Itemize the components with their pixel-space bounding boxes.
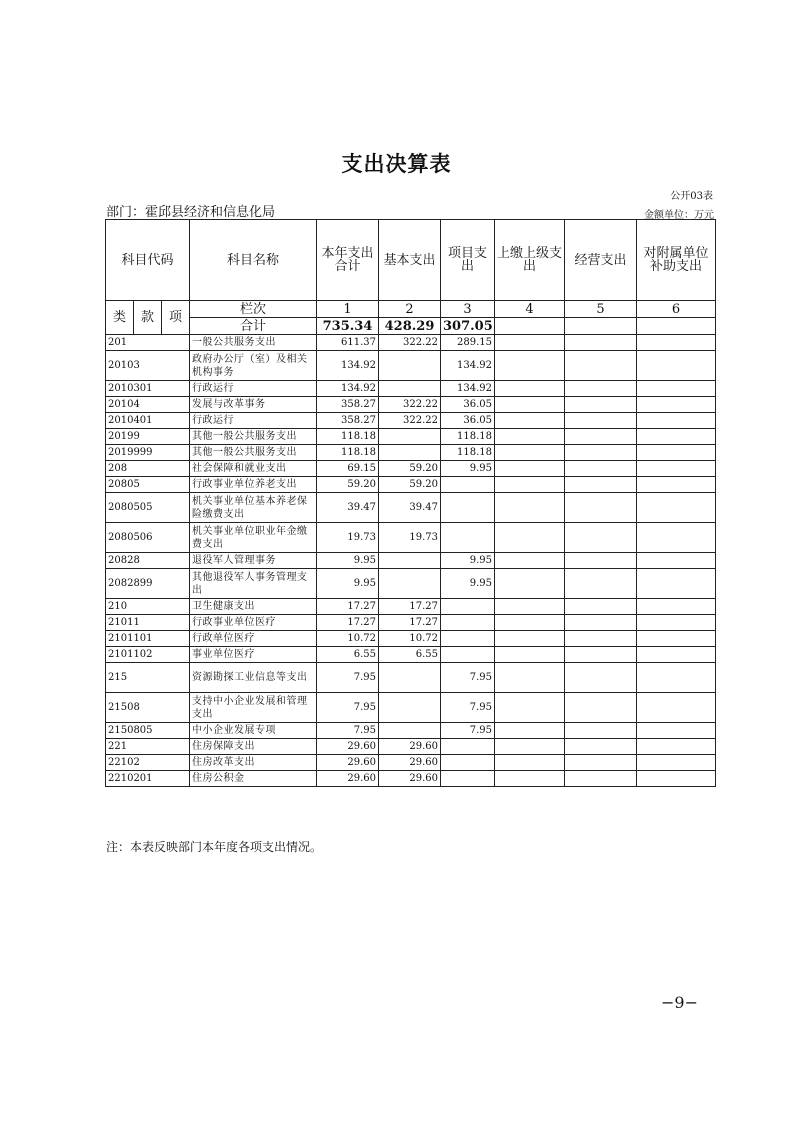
row-code: 2080506: [106, 523, 190, 553]
row-col3: [441, 771, 495, 787]
row-code: 2010301: [106, 381, 190, 397]
row-col1: 9.95: [317, 553, 379, 569]
row-col4: [495, 351, 565, 381]
row-name: 中小企业发展专项: [190, 723, 317, 739]
row-col5: [565, 351, 637, 381]
row-col5: [565, 461, 637, 477]
table-row: [106, 663, 716, 693]
row-col6: [637, 693, 716, 723]
row-code: 2150805: [106, 723, 190, 739]
header-lei: 类: [106, 301, 134, 335]
row-col2: 6.55: [379, 647, 441, 663]
row-col6: [637, 771, 716, 787]
col-index-3: 3: [441, 301, 495, 318]
row-col5: [565, 493, 637, 523]
row-col1: 134.92: [317, 381, 379, 397]
row-col4: [495, 429, 565, 445]
table-row: [106, 351, 716, 381]
row-col3: [441, 739, 495, 755]
table-row: [106, 693, 716, 723]
row-col6: [637, 429, 716, 445]
table-row: [106, 599, 716, 615]
row-col1: 9.95: [317, 569, 379, 599]
row-col6: [637, 445, 716, 461]
row-col6: [637, 739, 716, 755]
row-col3: 7.95: [441, 723, 495, 739]
table-row: [106, 445, 716, 461]
row-col3: [441, 631, 495, 647]
table-row: [106, 755, 716, 771]
row-col1: 29.60: [317, 739, 379, 755]
total-label: 合计: [190, 318, 317, 335]
row-col4: [495, 771, 565, 787]
total-row: [106, 318, 716, 335]
row-name: 住房公积金: [190, 771, 317, 787]
row-name: 其他退役军人事务管理支出: [190, 569, 317, 599]
row-code: 2010401: [106, 413, 190, 429]
row-col5: [565, 523, 637, 553]
row-col1: 29.60: [317, 771, 379, 787]
row-col6: [637, 351, 716, 381]
row-col1: 17.27: [317, 599, 379, 615]
row-code: 20103: [106, 351, 190, 381]
row-col2: [379, 663, 441, 693]
row-col6: [637, 493, 716, 523]
row-col1: 358.27: [317, 413, 379, 429]
table-row: [106, 413, 716, 429]
row-name: 政府办公厅（室）及相关机构事务: [190, 351, 317, 381]
row-col5: [565, 413, 637, 429]
row-name: 资源勘探工业信息等支出: [190, 663, 317, 693]
row-col4: [495, 615, 565, 631]
row-col4: [495, 553, 565, 569]
row-name: 社会保障和就业支出: [190, 461, 317, 477]
col-index-1: 1: [317, 301, 379, 318]
row-col4: [495, 739, 565, 755]
row-code: 215: [106, 663, 190, 693]
row-col5: [565, 739, 637, 755]
row-col5: [565, 599, 637, 615]
row-col2: 17.27: [379, 599, 441, 615]
row-col6: [637, 755, 716, 771]
row-col6: [637, 335, 716, 351]
row-col6: [637, 477, 716, 493]
row-col4: [495, 413, 565, 429]
row-col5: [565, 335, 637, 351]
row-code: 2082899: [106, 569, 190, 599]
row-col2: 322.22: [379, 397, 441, 413]
row-col5: [565, 771, 637, 787]
row-col1: 10.72: [317, 631, 379, 647]
row-name: 行政事业单位医疗: [190, 615, 317, 631]
page-title: 支出决算表: [341, 151, 452, 176]
header-lanci: 栏次: [190, 301, 317, 318]
row-col4: [495, 755, 565, 771]
row-code: 21508: [106, 693, 190, 723]
row-col1: 39.47: [317, 493, 379, 523]
table-note: 注：本表反映部门本年度各项支出情况。: [106, 840, 323, 854]
row-col2: 10.72: [379, 631, 441, 647]
row-col1: 358.27: [317, 397, 379, 413]
row-name: 行政运行: [190, 413, 317, 429]
row-col1: 17.27: [317, 615, 379, 631]
row-col5: [565, 755, 637, 771]
page-number: −9−: [661, 993, 698, 1012]
row-name: 住房保障支出: [190, 739, 317, 755]
row-col6: [637, 723, 716, 739]
total-col1: 735.34: [317, 318, 379, 335]
col-index-6: 6: [637, 301, 716, 318]
header-operating-expenditure: 经营支出: [565, 220, 637, 301]
department-label: 部门：霍邱县经济和信息化局: [106, 205, 276, 220]
row-col3: 7.95: [441, 693, 495, 723]
row-col1: 6.55: [317, 647, 379, 663]
row-code: 201: [106, 335, 190, 351]
header-name: 科目名称: [190, 220, 317, 301]
row-col6: [637, 413, 716, 429]
row-name: 其他一般公共服务支出: [190, 429, 317, 445]
row-code: 20805: [106, 477, 190, 493]
col-index-2: 2: [379, 301, 441, 318]
row-col3: 7.95: [441, 663, 495, 693]
row-col2: [379, 429, 441, 445]
row-col2: 29.60: [379, 739, 441, 755]
table-row: [106, 615, 716, 631]
row-col4: [495, 631, 565, 647]
expenditure-table: [105, 219, 716, 787]
row-col5: [565, 397, 637, 413]
row-col2: 59.20: [379, 477, 441, 493]
header-subsidy-affiliates: 对附属单位补助支出: [637, 220, 716, 301]
row-col2: [379, 381, 441, 397]
row-col4: [495, 445, 565, 461]
row-name: 行政单位医疗: [190, 631, 317, 647]
row-name: 退役军人管理事务: [190, 553, 317, 569]
table-row: [106, 429, 716, 445]
row-code: 208: [106, 461, 190, 477]
row-name: 事业单位医疗: [190, 647, 317, 663]
row-col1: 7.95: [317, 723, 379, 739]
row-col6: [637, 647, 716, 663]
header-remit-upper: 上缴上级支出: [495, 220, 565, 301]
row-col1: 7.95: [317, 693, 379, 723]
row-col3: 36.05: [441, 413, 495, 429]
row-col3: 36.05: [441, 397, 495, 413]
row-col6: [637, 631, 716, 647]
row-col4: [495, 523, 565, 553]
row-col3: [441, 647, 495, 663]
header-kuan: 款: [134, 301, 162, 335]
table-row: [106, 723, 716, 739]
row-col3: [441, 599, 495, 615]
row-col3: 9.95: [441, 461, 495, 477]
row-col2: 17.27: [379, 615, 441, 631]
row-name: 行政运行: [190, 381, 317, 397]
total-col2: 428.29: [379, 318, 441, 335]
row-col1: 29.60: [317, 755, 379, 771]
total-col3: 307.05: [441, 318, 495, 335]
row-col3: 118.18: [441, 429, 495, 445]
row-code: 2101102: [106, 647, 190, 663]
row-col2: [379, 351, 441, 381]
row-col3: 289.15: [441, 335, 495, 351]
row-col2: 322.22: [379, 413, 441, 429]
row-col4: [495, 381, 565, 397]
row-name: 行政事业单位养老支出: [190, 477, 317, 493]
row-col6: [637, 397, 716, 413]
row-col4: [495, 461, 565, 477]
row-col2: [379, 569, 441, 599]
row-col5: [565, 723, 637, 739]
row-col2: 19.73: [379, 523, 441, 553]
row-col5: [565, 553, 637, 569]
col-index-4: 4: [495, 301, 565, 318]
row-col4: [495, 663, 565, 693]
row-name: 支持中小企业发展和管理支出: [190, 693, 317, 723]
row-code: 210: [106, 599, 190, 615]
row-name: 住房改革支出: [190, 755, 317, 771]
form-number: 公开03表: [670, 191, 713, 202]
row-col5: [565, 569, 637, 599]
row-col3: 118.18: [441, 445, 495, 461]
unit-label: 金额单位：万元: [644, 210, 714, 221]
row-code: 22102: [106, 755, 190, 771]
row-col3: [441, 477, 495, 493]
table-row: [106, 493, 716, 523]
row-col4: [495, 397, 565, 413]
row-col2: [379, 723, 441, 739]
row-col6: [637, 553, 716, 569]
row-col4: [495, 599, 565, 615]
row-col6: [637, 615, 716, 631]
row-col4: [495, 723, 565, 739]
row-col2: 29.60: [379, 755, 441, 771]
row-col6: [637, 599, 716, 615]
row-col5: [565, 477, 637, 493]
row-name: 发展与改革事务: [190, 397, 317, 413]
row-col1: 118.18: [317, 429, 379, 445]
header-project-expenditure: 项目支出: [441, 220, 495, 301]
row-col3: [441, 755, 495, 771]
header-xiang: 项: [162, 301, 190, 335]
row-name: 一般公共服务支出: [190, 335, 317, 351]
row-col3: 134.92: [441, 351, 495, 381]
table-row: [106, 477, 716, 493]
row-code: 20828: [106, 553, 190, 569]
row-col4: [495, 693, 565, 723]
row-col1: 118.18: [317, 445, 379, 461]
col-index-5: 5: [565, 301, 637, 318]
row-col1: 69.15: [317, 461, 379, 477]
row-name: 卫生健康支出: [190, 599, 317, 615]
row-col5: [565, 429, 637, 445]
row-code: 2101101: [106, 631, 190, 647]
header-code: 科目代码: [106, 220, 190, 301]
row-col1: 59.20: [317, 477, 379, 493]
table-row: [106, 461, 716, 477]
row-col3: 9.95: [441, 569, 495, 599]
row-col2: [379, 553, 441, 569]
row-col6: [637, 461, 716, 477]
table-row: [106, 647, 716, 663]
table-row: [106, 523, 716, 553]
row-col3: [441, 493, 495, 523]
table-row: [106, 569, 716, 599]
row-col5: [565, 647, 637, 663]
row-col3: 9.95: [441, 553, 495, 569]
row-col2: 59.20: [379, 461, 441, 477]
table-row: [106, 631, 716, 647]
header-total-expenditure: 本年支出合计: [317, 220, 379, 301]
row-code: 20199: [106, 429, 190, 445]
row-col3: [441, 523, 495, 553]
row-col6: [637, 381, 716, 397]
table-row: [106, 381, 716, 397]
row-col4: [495, 569, 565, 599]
table-row: [106, 553, 716, 569]
table-row: [106, 335, 716, 351]
row-col3: [441, 615, 495, 631]
row-col1: 7.95: [317, 663, 379, 693]
table-row: [106, 771, 716, 787]
row-col5: [565, 381, 637, 397]
row-col5: [565, 663, 637, 693]
row-col4: [495, 477, 565, 493]
row-col1: 134.92: [317, 351, 379, 381]
table-row: [106, 739, 716, 755]
table-row: [106, 397, 716, 413]
row-name: 其他一般公共服务支出: [190, 445, 317, 461]
row-col2: 39.47: [379, 493, 441, 523]
row-col4: [495, 493, 565, 523]
row-col2: 322.22: [379, 335, 441, 351]
row-code: 2019999: [106, 445, 190, 461]
row-code: 21011: [106, 615, 190, 631]
header-basic-expenditure: 基本支出: [379, 220, 441, 301]
row-col6: [637, 569, 716, 599]
row-code: 221: [106, 739, 190, 755]
row-code: 2210201: [106, 771, 190, 787]
row-col4: [495, 647, 565, 663]
row-col5: [565, 631, 637, 647]
row-name: 机关事业单位基本养老保险缴费支出: [190, 493, 317, 523]
row-col5: [565, 693, 637, 723]
row-col1: 611.37: [317, 335, 379, 351]
row-col5: [565, 615, 637, 631]
row-name: 机关事业单位职业年金缴费支出: [190, 523, 317, 553]
row-col6: [637, 663, 716, 693]
row-col4: [495, 335, 565, 351]
row-col2: [379, 693, 441, 723]
row-col1: 19.73: [317, 523, 379, 553]
row-col2: [379, 445, 441, 461]
row-code: 20104: [106, 397, 190, 413]
row-code: 2080505: [106, 493, 190, 523]
row-col3: 134.92: [441, 381, 495, 397]
row-col5: [565, 445, 637, 461]
row-col2: 29.60: [379, 771, 441, 787]
row-col6: [637, 523, 716, 553]
